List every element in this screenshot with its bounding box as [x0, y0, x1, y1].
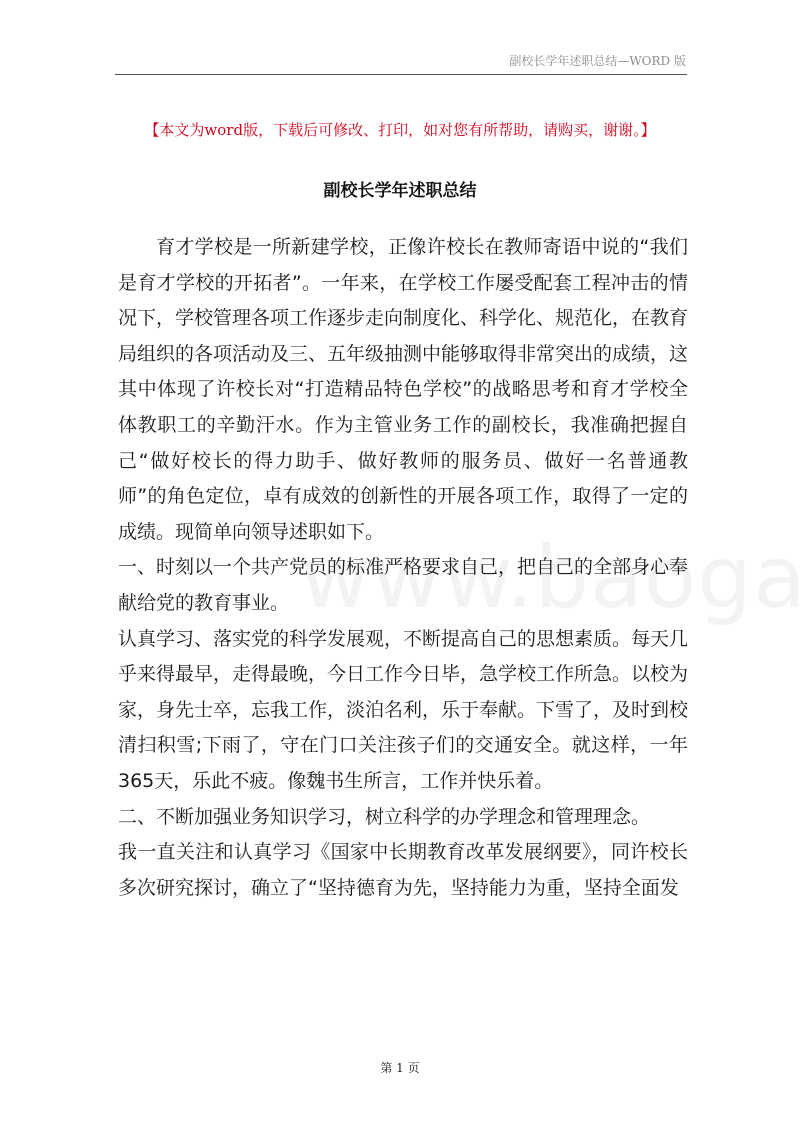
- document-body: [118, 230, 688, 906]
- document-title: 副校长学年述职总结: [323, 181, 477, 201]
- body-paragraph: 认真学习、落实党的科学发展观，不断提高自己的思想素质。每天几乎来得最早，走得最晚，今日工作今日毕，急学校工作所急。以校为家，身先士卒，忘我工作，淡泊名利，乐于奉献。下雪了，及时到校清扫积雪;下雨了，守在门口关注孩子们的交通安全。就这样，一年365天，乐此不疲。像魏书生所言，工作并快乐着。: [118, 627, 689, 792]
- header-divider: [115, 74, 687, 75]
- download-notice: 【本文为word版，下载后可修改、打印，如对您有所帮助，请购买，谢谢。】: [144, 121, 656, 139]
- body-paragraph: 我一直关注和认真学习《国家中长期教育改革发展纲要》，同许校长多次研究探讨，确立了“坚持德育为先，坚持能力为重，坚持全面发: [118, 841, 688, 899]
- section-heading-1: 一、时刻以一个共产党员的标准严格要求自己，把自己的全部身心奉献给党的教育事业。: [118, 556, 689, 614]
- page-header: 副校长学年述职总结—WORD 版: [509, 54, 686, 68]
- intro-paragraph: 育才学校是一所新建学校，正像许校长在教师寄语中说的“我们是育才学校的开拓者”。一年来，在学校工作屡受配套工程冲击的情况下，学校管理各项工作逐步走向制度化、科学化、规范化，在教育局组织的各项活动及三、五年级抽测中能够取得非常突出的成绩，这其中体现了许校长对“打造精品特色学校”的战略思考和育才学校全体教职工的辛勤汗水。作为主管业务工作的副校长，我准确把握自己“做好校长的得力助手、做好教师的服务员、做好一名普通教师”的角色定位，卓有成效的创新性的开展各项工作，取得了一定的成绩。现简单向领导述职如下。: [118, 236, 689, 543]
- page-number: 第 1 页: [380, 1061, 420, 1075]
- section-heading-2: 二、不断加强业务知识学习，树立科学的办学理念和管理理念。: [118, 805, 651, 828]
